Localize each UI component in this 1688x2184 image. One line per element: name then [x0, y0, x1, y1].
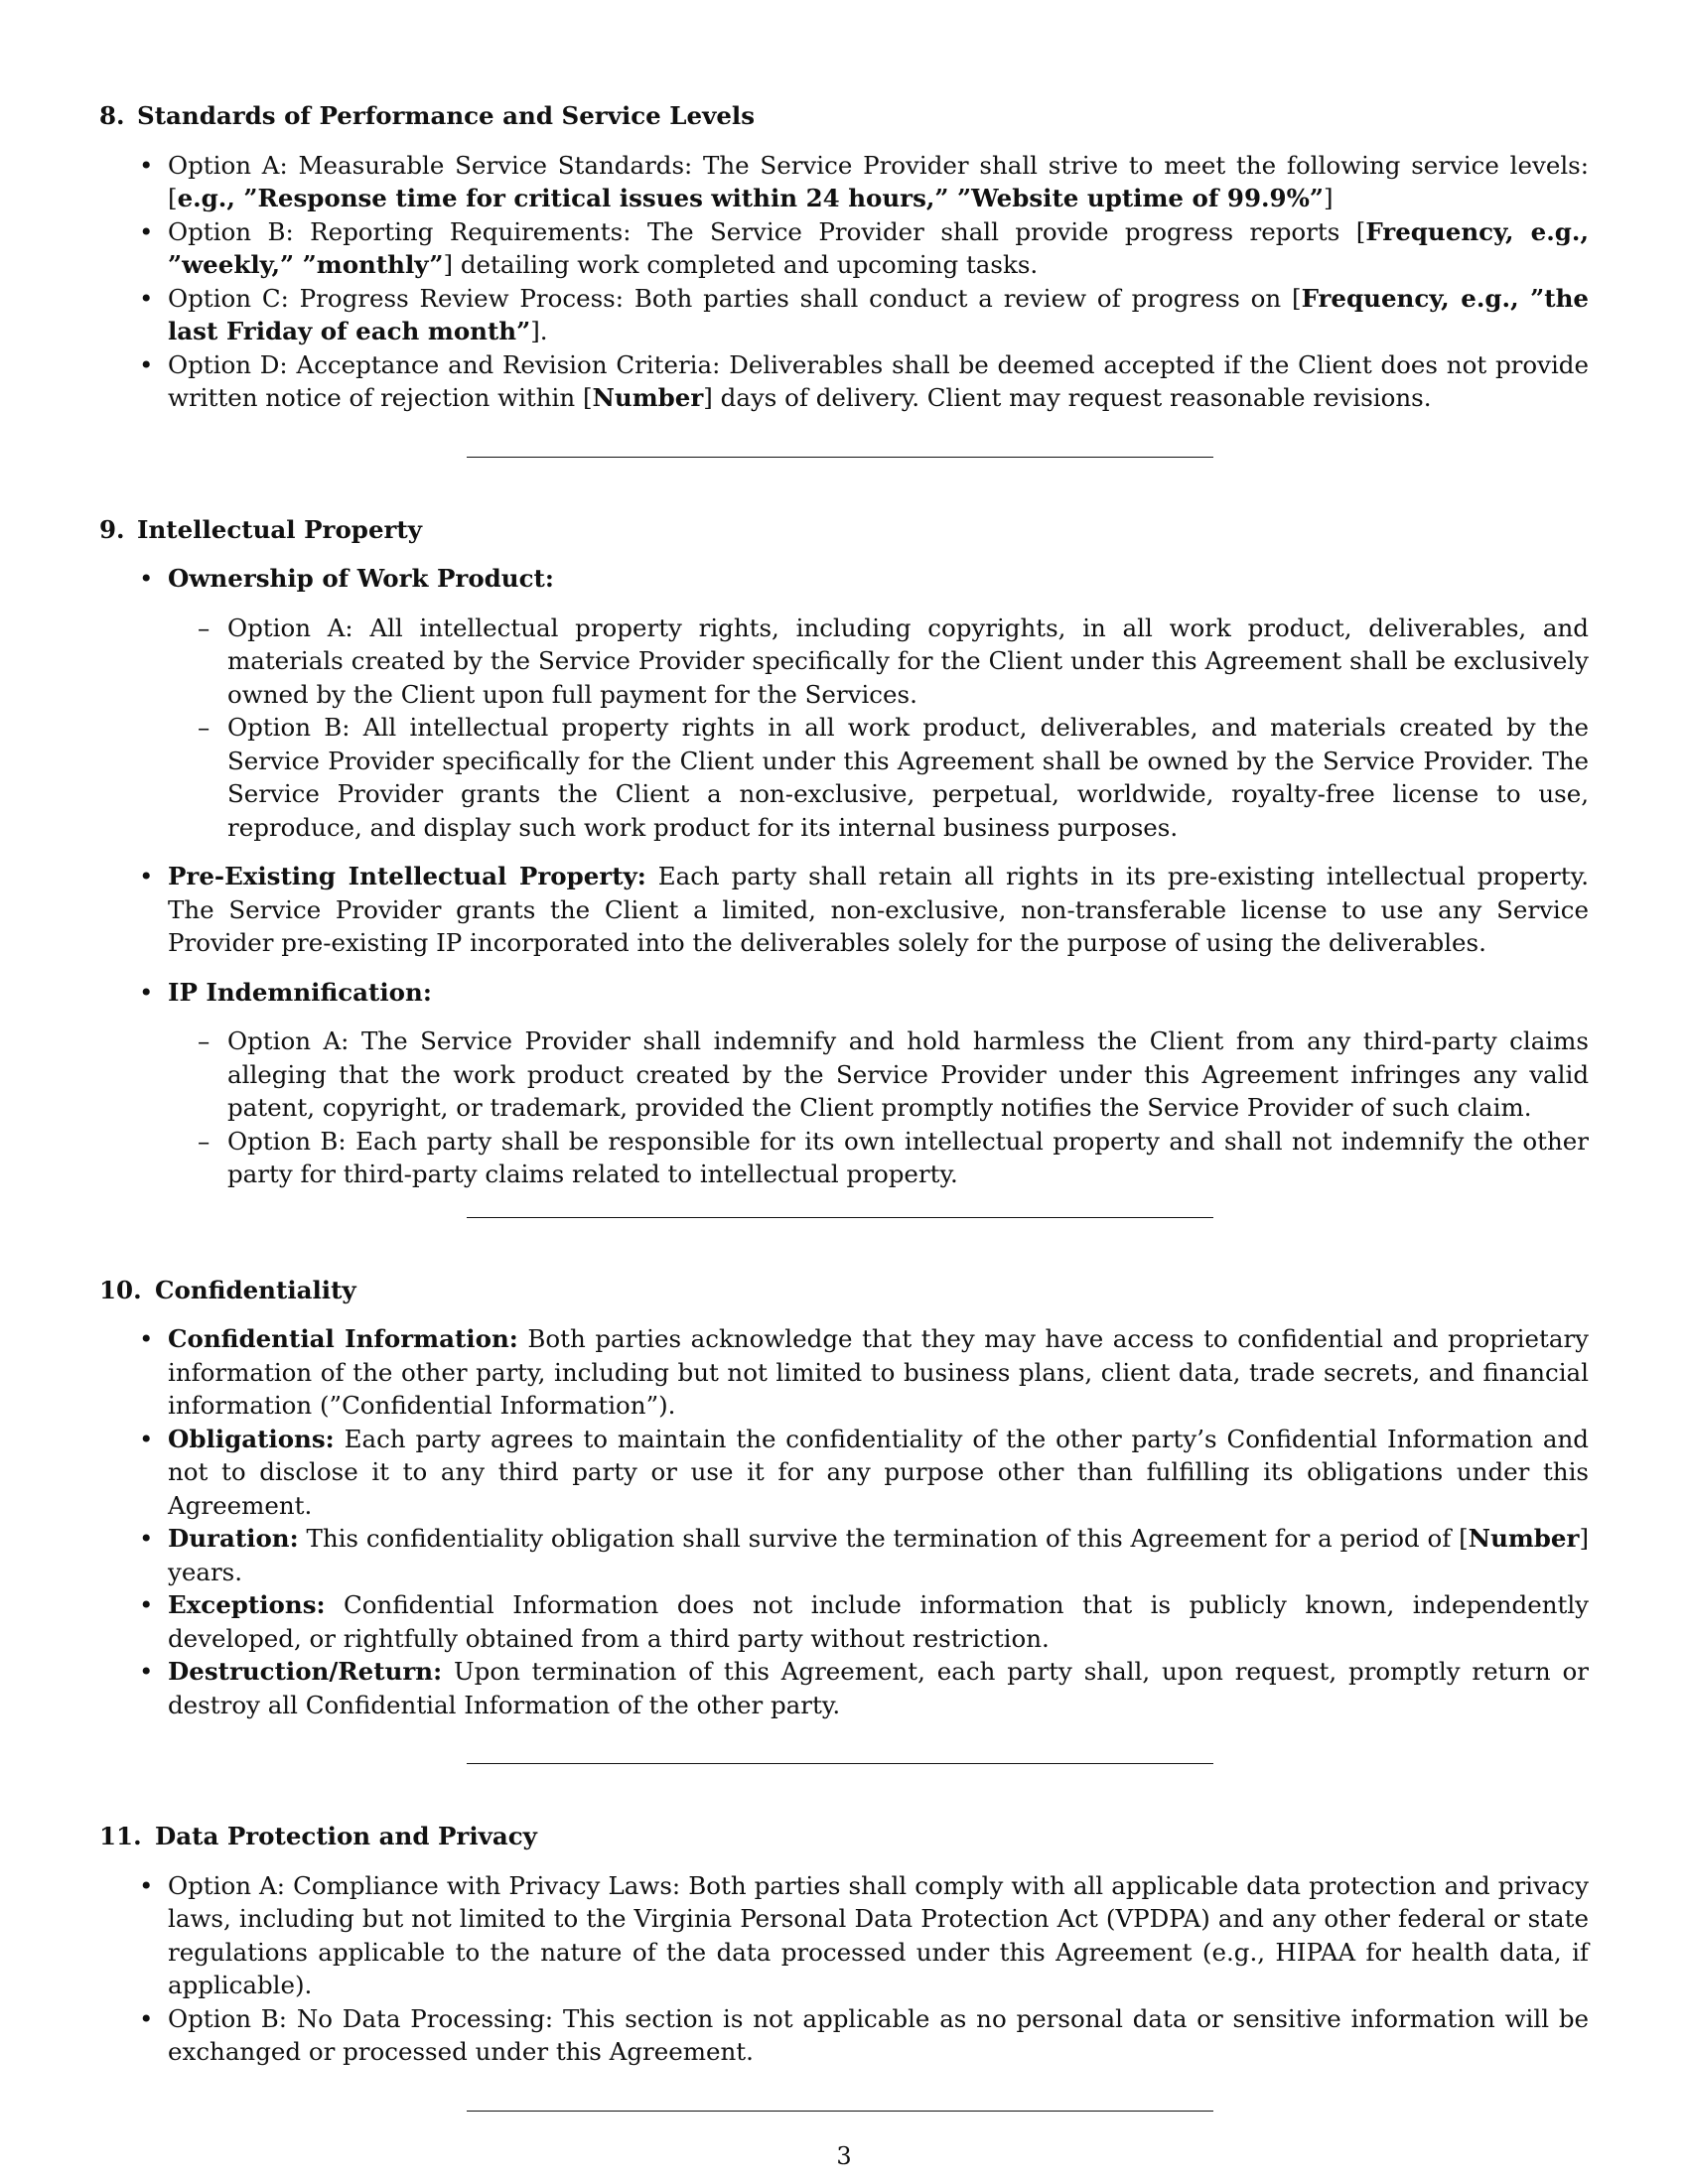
section-heading	[99, 99, 1589, 133]
section-heading	[99, 513, 1589, 547]
list-item	[168, 215, 1589, 282]
item-label: Ownership of Work Product:	[168, 564, 554, 593]
section-title: Intellectual Property	[137, 514, 422, 544]
list-item: • Option B: No Data Processing: This section is not applicable as no personal data or sensitive information will be exchanged or processed under this Agreement.	[168, 2002, 1589, 2069]
confidentiality-list	[99, 1322, 1589, 1721]
placeholder-text: Number	[592, 383, 704, 412]
placeholder-text: e.g., ”Response time for critical issues within 24 hours,” ”Website uptime of 99.9%”	[177, 184, 1324, 212]
item-text: ].	[530, 317, 548, 345]
list-item	[168, 282, 1589, 348]
item-label: Duration:	[168, 1524, 299, 1553]
item-text: This confidentiality obligation shall survive the termination of this Agreement for a period of [	[298, 1524, 1469, 1553]
item-text: ] detailing work completed and upcoming tasks.	[443, 250, 1039, 279]
placeholder-text: Frequency, e.g., ”weekly,” ”monthly”	[168, 216, 1589, 279]
placeholder-text: Number	[1468, 1524, 1580, 1553]
page-number: 3	[836, 2142, 852, 2170]
section-divider	[467, 1217, 1213, 1218]
item-text: Each party shall retain all rights in its pre-existing intellectual property. The Service Provider grants the Client a limited, non-exclusive, non-transferable license to use any Service Provider pre-existing IP incorporated into the deliverables solely for the purpose of using the deliverables.	[168, 862, 1589, 957]
item-label: Destruction/Return:	[168, 1657, 443, 1686]
list-item	[168, 1423, 1589, 1523]
section-number: 9.	[99, 514, 125, 544]
list-item	[168, 1522, 1589, 1588]
placeholder-text: Frequency, e.g., ”the last Friday of each month”	[168, 283, 1589, 345]
section-divider	[467, 2111, 1213, 2112]
list-item	[168, 1588, 1589, 1655]
item-text: Option D: Acceptance and Revision Criteria: Deliverables shall be deemed accepted if the Client does not provide written notice of rejection within [	[168, 349, 1589, 412]
section-number: 8.	[99, 101, 125, 130]
item-text: Option A: Measurable Service Standards: The Service Provider shall strive to meet the following service levels: [	[168, 150, 1589, 212]
section-title: Data Protection and Privacy	[155, 1822, 537, 1850]
list-item-ownership	[168, 562, 1589, 844]
sub-list-item: – Option A: The Service Provider shall indemnify and hold harmless the Client from any third-party claims alleging that the work product created by the Service Provider under this Agreement infringes any valid patent, copyright, or trademark, provided the Client promptly notifies the Service Provider of such claim.	[227, 1024, 1589, 1125]
item-label: Obligations:	[168, 1424, 335, 1453]
item-text: ] days of delivery. Client may request reasonable revisions.	[703, 383, 1432, 412]
item-text: Option C: Progress Review Process: Both parties shall conduct a review of progress on [	[168, 283, 1302, 313]
item-label: IP Indemnification:	[168, 977, 432, 1007]
sub-list-item: – Option A: All intellectual property rights, including copyrights, in all work product, deliverables, and materials created by the Service Provider specifically for the Client under this Agreement shall be exclusively owned by the Client upon full payment for the Services.	[227, 612, 1589, 712]
item-text: ]	[1323, 184, 1334, 212]
option-list	[99, 149, 1589, 415]
indemnification-options	[168, 1024, 1589, 1191]
sub-list-item: – Option B: Each party shall be responsible for its own intellectual property and shall not indemnify the other party for third-party claims related to intellectual property.	[227, 1125, 1589, 1191]
item-text: Option B: Reporting Requirements: The Service Provider shall provide progress reports [	[168, 216, 1366, 246]
section-number: 11.	[99, 1822, 142, 1850]
list-item	[168, 1655, 1589, 1721]
item-text: Confidential Information does not include information that is publicly known, independently developed, or rightfully obtained from a third party without restriction.	[168, 1590, 1589, 1653]
item-label: Exceptions:	[168, 1590, 326, 1619]
item-text: Each party agrees to maintain the confidentiality of the other party’s Confidential Information and not to disclose it to any third party or use it for any purpose other than fulfilling its obligations under this Agreement.	[168, 1424, 1589, 1520]
section-standards	[99, 99, 1589, 415]
sub-list-item: – Option B: All intellectual property rights in all work product, deliverables, and materials created by the Service Provider specifically for the Client under this Agreement shall be owned by the Service Provider. The Service Provider grants the Client a non-exclusive, perpetual, worldwide, royalty-free license to use, reproduce, and display such work product for its internal business purposes.	[227, 711, 1589, 844]
ip-list	[99, 562, 1589, 1191]
item-text: ] years.	[168, 1524, 1589, 1586]
section-title: Standards of Performance and Service Levels	[137, 101, 756, 130]
section-title: Confidentiality	[155, 1275, 356, 1304]
section-heading	[99, 1820, 1589, 1853]
list-item-preexisting	[168, 860, 1589, 960]
section-intellectual-property	[99, 513, 1589, 1191]
list-item: • Option A: Compliance with Privacy Laws: Both parties shall comply with all applicable data protection and privacy laws, including but not limited to the Virginia Personal Data Protection Act (VPDPA) and any other federal or state regulations applicable to the nature of the data processed under this Agreement (e.g., HIPAA for health data, if applicable).	[168, 1869, 1589, 2002]
data-protection-list	[99, 1869, 1589, 2069]
list-item	[168, 348, 1589, 415]
section-divider	[467, 1763, 1213, 1764]
section-number: 10.	[99, 1275, 142, 1304]
list-item-indemnification	[168, 976, 1589, 1191]
item-label: Pre-Existing Intellectual Property:	[168, 862, 646, 890]
list-item	[168, 1322, 1589, 1423]
section-heading	[99, 1274, 1589, 1307]
section-data-protection	[99, 1820, 1589, 2069]
section-confidentiality	[99, 1274, 1589, 1722]
list-item	[168, 149, 1589, 215]
item-text: Both parties acknowledge that they may have access to confidential and proprietary information of the other party, including but not limited to business plans, client data, trade secrets, and financial information (”Confidential Information”).	[168, 1324, 1589, 1420]
section-divider	[467, 457, 1213, 458]
ownership-options	[168, 612, 1589, 845]
item-label: Confidential Information:	[168, 1324, 518, 1353]
item-text: Upon termination of this Agreement, each party shall, upon request, promptly return or destroy all Confidential Information of the other party.	[168, 1657, 1589, 1719]
